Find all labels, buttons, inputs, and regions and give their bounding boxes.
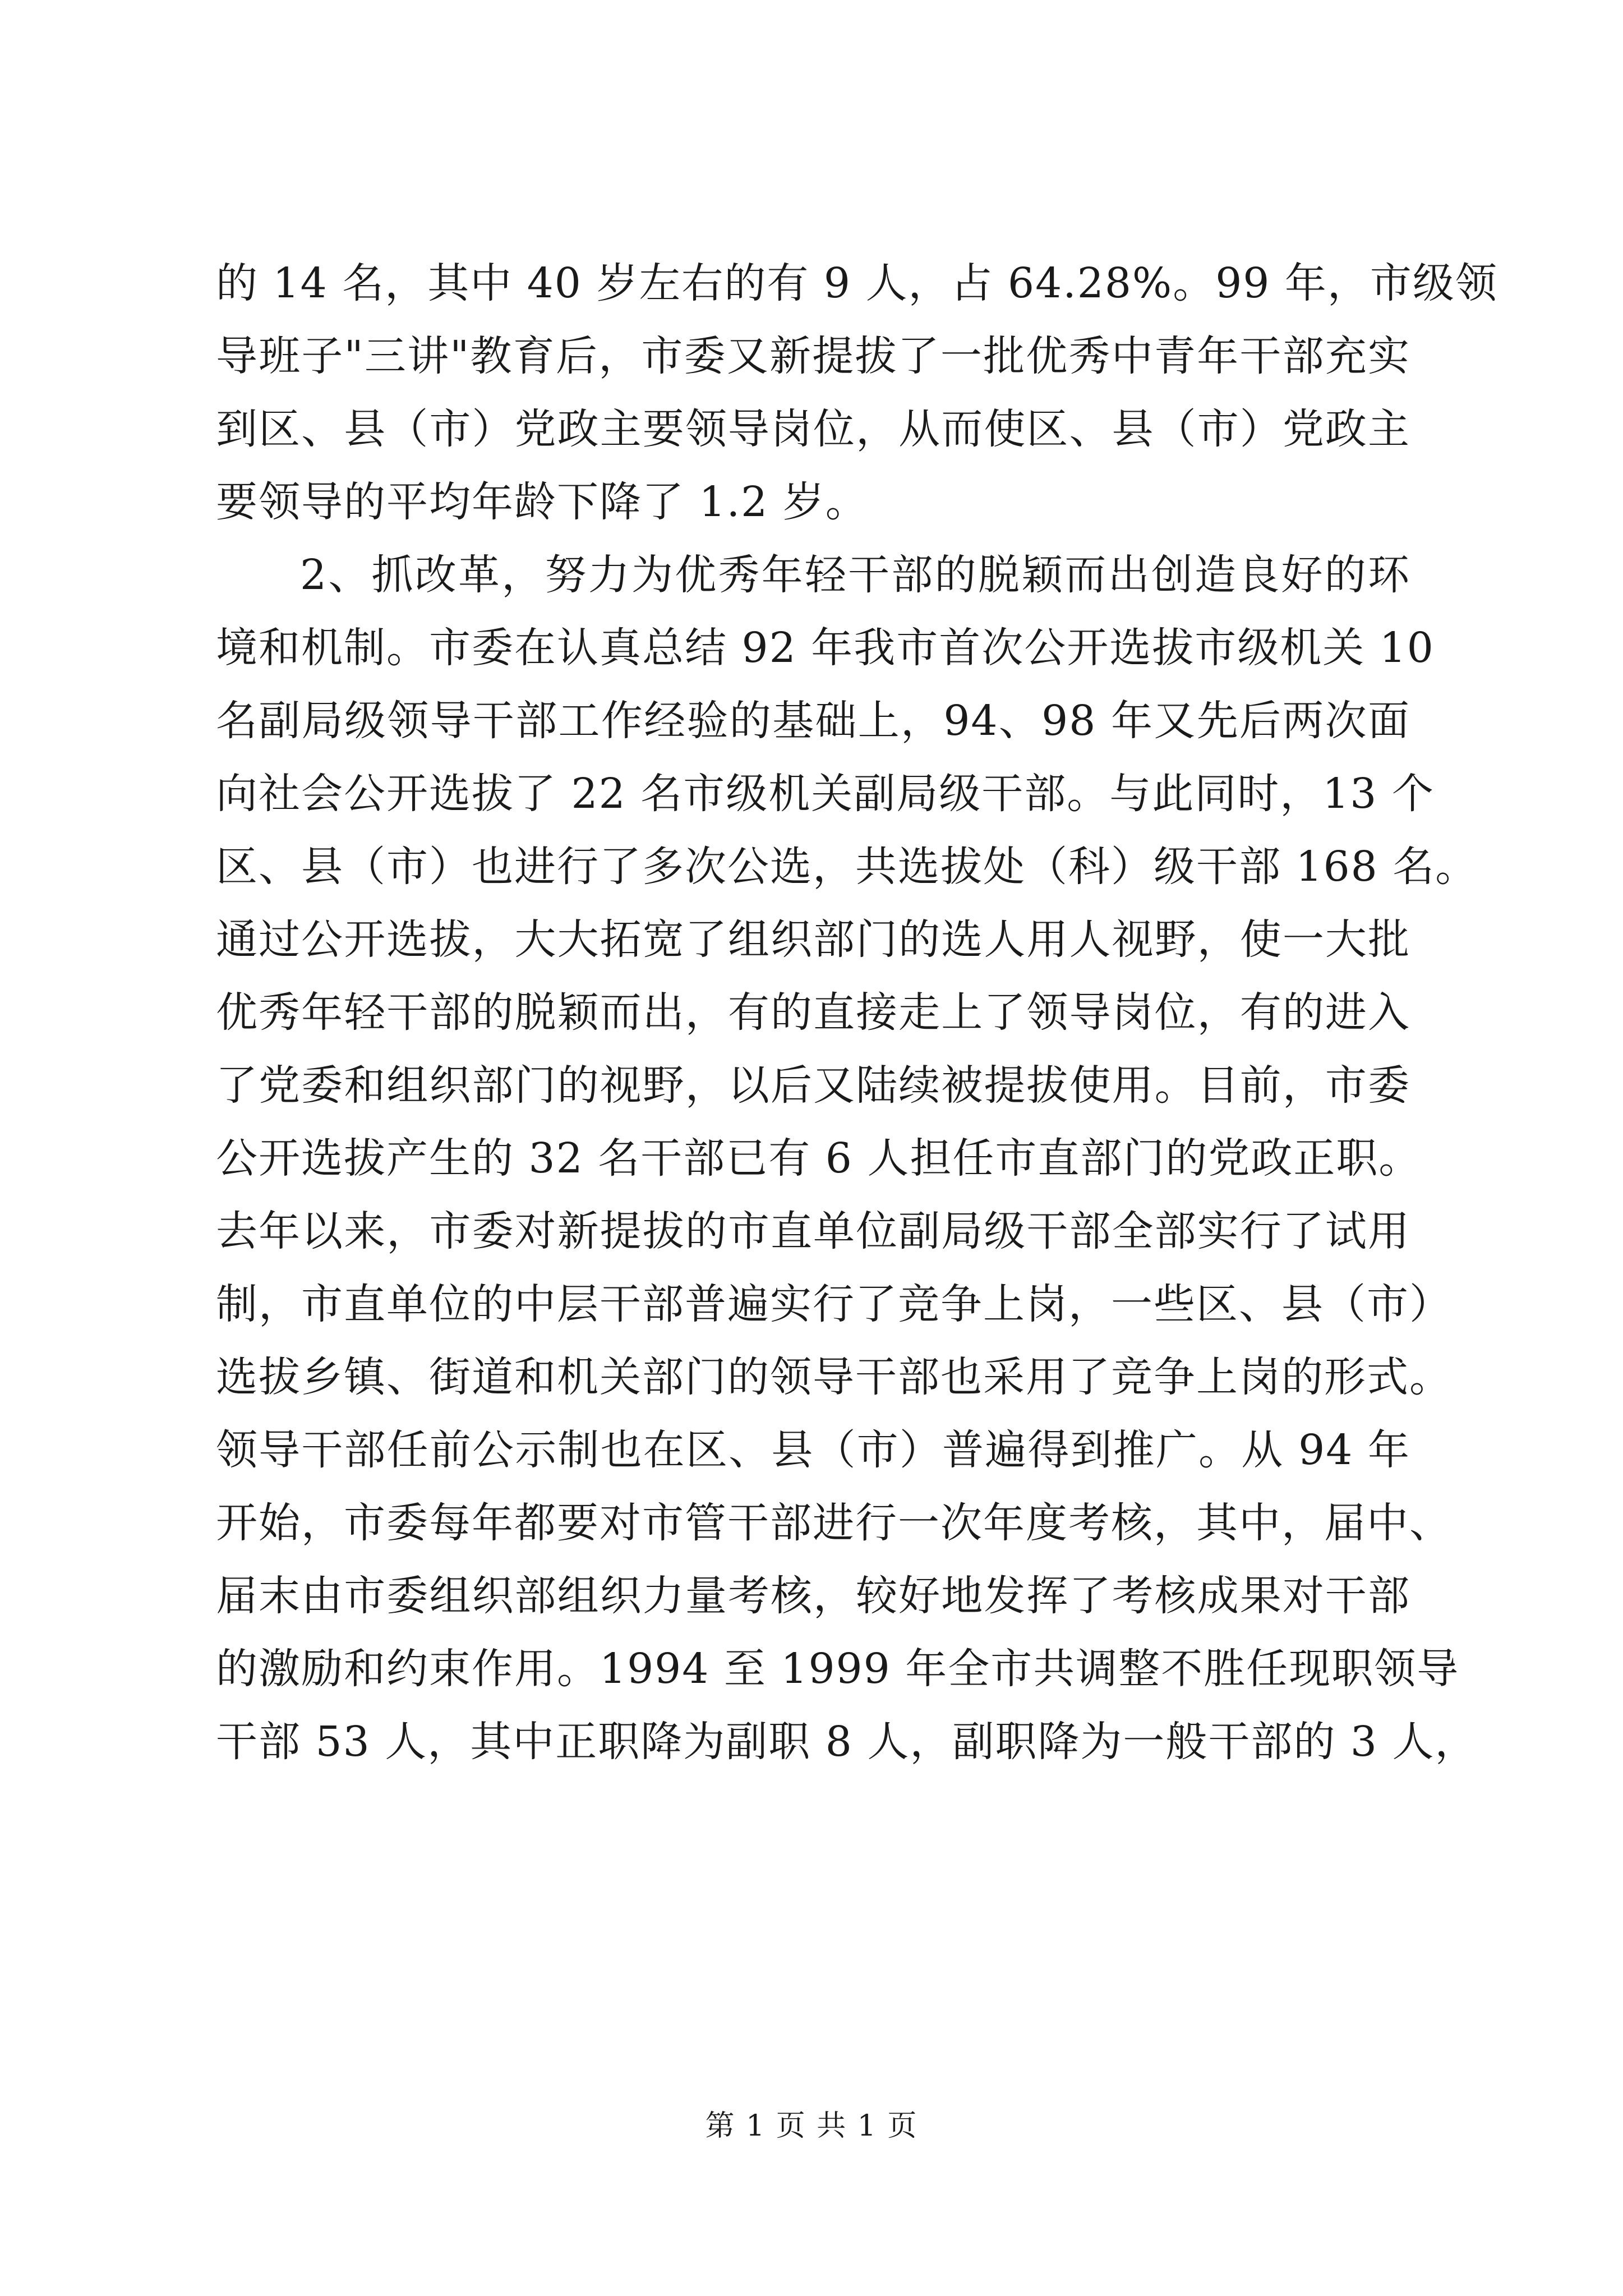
page-number-label: 第 1 页 共 1 页: [705, 2109, 918, 2143]
text-line: 要领导的平均年龄下降了 1.2 岁。: [216, 478, 868, 526]
text-line: 通过公开选拔，大大拓宽了组织部门的选人用人视野，使一大批: [216, 915, 1410, 964]
text-line: 优秀年轻干部的脱颖而出，有的直接走上了领导岗位，有的进入: [216, 988, 1410, 1037]
text-line: 导班子"三讲"教育后，市委又新提拔了一批优秀中青年干部充实: [216, 332, 1410, 380]
text-line: 领导干部任前公示制也在区、县（市）普遍得到推广。从 94 年: [216, 1426, 1410, 1474]
text-line: 干部 53 人，其中正职降为副职 8 人，副职降为一般干部的 3 人，: [216, 1718, 1478, 1766]
text-line: 向社会公开选拔了 22 名市级机关副局级干部。与此同时，13 个: [216, 770, 1435, 818]
text-line: 的 14 名，其中 40 岁左右的有 9 人，占 64.28%。99 年，市级领: [216, 259, 1498, 307]
text-line: 公开选拔产生的 32 名干部已有 6 人担任市直部门的党政正职。: [216, 1134, 1422, 1182]
text-line: 区、县（市）也进行了多次公选，共选拔处（科）级干部 168 名。: [216, 843, 1478, 891]
text-line: 到区、县（市）党政主要领导岗位，从而使区、县（市）党政主: [216, 405, 1410, 453]
text-line: 届末由市委组织部组织力量考核，较好地发挥了考核成果对干部: [216, 1572, 1410, 1620]
body-text: [216, 247, 1498, 1778]
text-line: 选拔乡镇、街道和机关部门的领导干部也采用了竞争上岗的形式。: [216, 1353, 1452, 1401]
text-line: 的激励和约束作用。1994 至 1999 年全市共调整不胜任现职领导: [216, 1645, 1460, 1693]
text-line: 制，市直单位的中层干部普遍实行了竞争上岗，一些区、县（市）: [216, 1280, 1452, 1328]
page-footer: [0, 2106, 1623, 2146]
text-line: 2、抓改革，努力为优秀年轻干部的脱颖而出创造良好的环: [300, 551, 1410, 599]
text-line: 去年以来，市委对新提拔的市直单位副局级干部全部实行了试用: [216, 1207, 1410, 1255]
text-line: 境和机制。市委在认真总结 92 年我市首次公开选拔市级机关 10: [216, 624, 1435, 672]
text-line: 了党委和组织部门的视野，以后又陆续被提拔使用。目前，市委: [216, 1061, 1410, 1110]
text-line: 开始，市委每年都要对市管干部进行一次年度考核，其中，届中、: [216, 1499, 1452, 1547]
text-line: 名副局级领导干部工作经验的基础上，94、98 年又先后两次面: [216, 697, 1410, 745]
